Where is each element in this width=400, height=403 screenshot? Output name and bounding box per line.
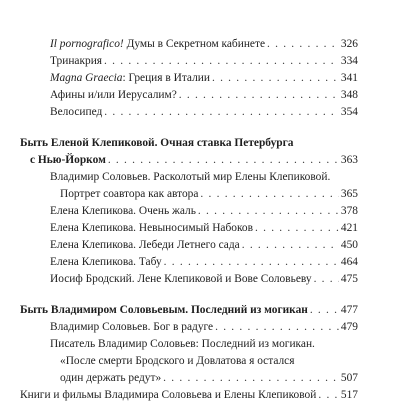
- toc-entry-title: Владимир Соловьев. Бог в радуге: [50, 321, 214, 333]
- toc-entry: [50, 273, 358, 287]
- toc-entry-title: Елена Клепикова. Очень жаль: [50, 205, 196, 217]
- toc-entry: [50, 55, 358, 69]
- toc-entry-title: Книги и фильмы Владимира Соловьева и Елены Клепиковой: [20, 389, 317, 401]
- section-heading-klepikova-cont: с Нью-Йорком . . . 363: [30, 154, 358, 168]
- page-number: 477: [340, 304, 358, 316]
- toc-entry-title: Афины и/или Иерусалим?: [50, 89, 177, 101]
- page-number: 334: [340, 55, 358, 67]
- page-number: 354: [340, 106, 358, 118]
- toc-entry-magna-graecia: Magna Graecia: Греция в Италии . . . 341: [50, 72, 358, 86]
- leader-dots: [104, 55, 339, 69]
- leader-dots: [163, 372, 339, 386]
- toc-entry-title: Писатель Владимир Соловьев: Последний из могикан.: [50, 338, 315, 350]
- toc-entry-title-cont: «После смерти Бродского и Довлатова я остался: [60, 355, 295, 367]
- leader-dots: [179, 89, 339, 103]
- toc-entry-title: Елена Клепикова. Лебеди Летнего сада: [50, 239, 240, 251]
- toc-entry: [50, 205, 358, 219]
- leader-dots: [104, 106, 339, 120]
- toc-entry-title: Тринакрия: [50, 55, 103, 67]
- toc-entry-title: Велосипед: [50, 106, 103, 118]
- toc-entry-title: Владимир Соловьев. Расколотый мир Елены Клепиковой.: [50, 171, 331, 183]
- toc-entry: [50, 256, 358, 270]
- toc-entry: один держать редут» . . . 507: [60, 372, 358, 386]
- page-number: 475: [340, 273, 358, 285]
- leader-dots: [212, 72, 339, 86]
- page-number: 363: [340, 154, 358, 166]
- leader-dots: [242, 239, 339, 253]
- toc-entry: [50, 239, 358, 253]
- toc-entry: [50, 222, 358, 236]
- toc-entry: Портрет соавтора как автора . . . 365: [60, 188, 358, 202]
- page-number: 464: [340, 256, 358, 268]
- toc-entry: [50, 321, 358, 335]
- leader-dots: [314, 273, 339, 287]
- section-heading-soloviev: Быть Владимиром Соловьевым. Последний из могикан . . . 477: [20, 304, 358, 318]
- toc-entry-pornografico: Il pornografico! Думы в Секретном кабинете . . . 326: [50, 38, 358, 52]
- leader-dots: [164, 256, 339, 270]
- leader-dots: [310, 304, 339, 318]
- leader-dots: [198, 205, 339, 219]
- toc-entry-books-films: [20, 389, 358, 403]
- page-number: 507: [340, 372, 358, 384]
- page-number: 479: [340, 321, 358, 333]
- page-number: 341: [340, 72, 358, 84]
- page-number: 450: [340, 239, 358, 251]
- toc-entry: [50, 106, 358, 120]
- toc-entry-title: Елена Клепикова. Табу: [50, 256, 162, 268]
- toc-entry: [50, 89, 358, 103]
- toc-entry-title: Елена Клепикова. Невыносимый Набоков: [50, 222, 254, 234]
- leader-dots: [267, 38, 339, 52]
- leader-dots: [200, 188, 339, 202]
- leader-dots: [255, 222, 339, 236]
- toc-entry-title: Иосиф Бродский. Лене Клепиковой и Вове Соловьеву: [50, 273, 312, 285]
- leader-dots: [318, 389, 339, 403]
- page-number: 365: [340, 188, 358, 200]
- page-number: 348: [340, 89, 358, 101]
- leader-dots: [108, 154, 339, 168]
- section-heading-klepikova: Быть Еленой Клепиковой. Очная ставка Петербурга: [20, 137, 294, 149]
- page-number: 378: [340, 205, 358, 217]
- page-number: 326: [340, 38, 358, 50]
- page-number: 517: [340, 389, 358, 401]
- page-number: 421: [340, 222, 358, 234]
- leader-dots: [215, 321, 339, 335]
